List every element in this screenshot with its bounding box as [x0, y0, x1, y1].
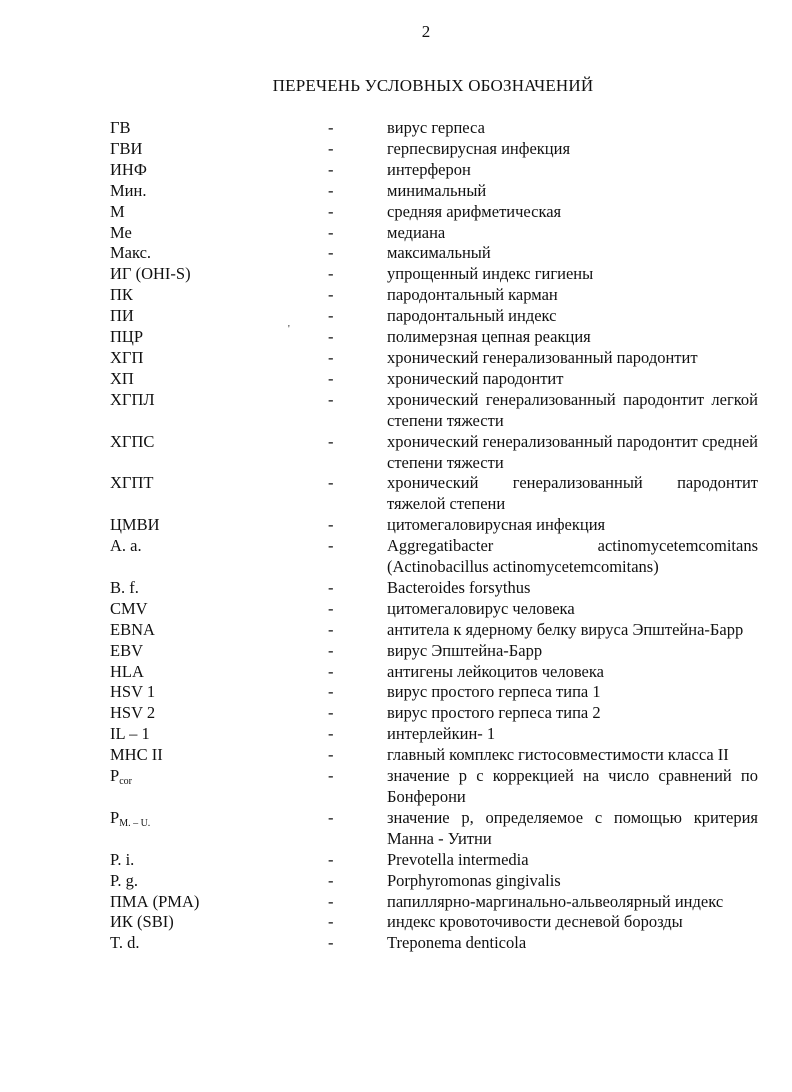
abbreviation-term — [110, 348, 143, 369]
abbreviation-definition: Porphyromonas gingivalis — [387, 870, 561, 890]
separator-dash: - — [328, 745, 334, 765]
abbreviation-term-text: Мин. — [110, 180, 147, 200]
separator-dash: - — [328, 431, 334, 451]
abbreviation-term-text: MHC II — [110, 745, 163, 765]
abbreviation-row — [110, 390, 758, 432]
abbreviation-row — [110, 641, 758, 662]
separator-dash: - — [328, 536, 334, 556]
abbreviation-row — [110, 933, 758, 954]
abbreviation-term-text: ПИ — [110, 306, 134, 326]
abbreviation-term-text: ПЦР — [110, 327, 144, 347]
abbreviation-term-text: IL – 1 — [110, 724, 150, 744]
abbreviation-term-text: EBV — [110, 640, 143, 660]
abbreviation-term-text: ХП — [110, 368, 134, 388]
abbreviation-term — [110, 578, 139, 599]
abbreviation-term-text: ГВИ — [110, 138, 143, 158]
abbreviation-row — [110, 243, 758, 264]
abbreviation-definition: интерлейкин- 1 — [387, 724, 496, 744]
abbreviation-definition: хронический пародонтит — [387, 368, 564, 388]
abbreviation-term — [110, 432, 154, 453]
abbreviation-row — [110, 139, 758, 160]
abbreviation-term — [110, 933, 139, 954]
abbreviation-definition: цитомегаловирусная инфекция — [387, 515, 606, 535]
abbreviation-term — [110, 202, 125, 223]
abbreviation-term — [110, 473, 153, 494]
separator-dash: - — [328, 598, 334, 618]
abbreviation-definition: интерферон — [387, 159, 471, 179]
abbreviation-row — [110, 223, 758, 244]
abbreviation-row — [110, 285, 758, 306]
abbreviation-term-text: ИНФ — [110, 159, 147, 179]
abbreviation-definition: герпесвирусная инфекция — [387, 138, 571, 158]
abbreviation-term-text: Макс. — [110, 243, 152, 263]
page-number: 2 — [421, 22, 431, 41]
abbreviation-term-text: CMV — [110, 598, 148, 618]
abbreviation-definition: минимальный — [387, 180, 487, 200]
separator-dash: - — [328, 389, 334, 409]
abbreviation-row — [110, 202, 758, 223]
abbreviation-definition: Bacteroides forsythus — [387, 577, 531, 597]
abbreviation-term — [110, 620, 155, 641]
separator-dash: - — [328, 640, 334, 660]
separator-dash: - — [328, 870, 334, 890]
separator-dash: - — [328, 138, 334, 158]
abbreviation-definition: значение р, определяемое с помощью критерия Манна - Уитни — [387, 807, 758, 848]
abbreviation-definition: упрощенный индекс гигиены — [387, 264, 594, 284]
abbreviation-term-text: ЦМВИ — [110, 515, 160, 535]
separator-dash: - — [328, 703, 334, 723]
page-title: ПЕРЕЧЕНЬ УСЛОВНЫХ ОБОЗНАЧЕНИЙ — [272, 76, 594, 95]
abbreviation-term — [110, 912, 174, 933]
separator-dash: - — [328, 807, 334, 827]
abbreviation-term — [110, 160, 147, 181]
abbreviation-row — [110, 327, 758, 348]
abbreviation-row — [110, 306, 758, 327]
abbreviation-row — [110, 850, 758, 871]
abbreviation-term-text: ИГ (OHI-S) — [110, 264, 191, 284]
abbreviation-row — [110, 181, 758, 202]
abbreviation-definition: Treponema denticola — [387, 933, 527, 953]
abbreviation-term — [110, 264, 191, 285]
separator-dash: - — [328, 118, 334, 137]
separator-dash: - — [328, 473, 334, 493]
abbreviation-row — [110, 871, 758, 892]
abbreviation-term-text: B. f. — [110, 577, 139, 597]
abbreviation-row — [110, 473, 758, 515]
abbreviation-term — [110, 871, 138, 892]
abbreviation-definition: главный комплекс гистосовместимости класса II — [387, 745, 729, 765]
separator-dash: - — [328, 933, 334, 953]
abbreviation-definition: Aggregatibacter actinomycetemcomitans (Actinobacillus actinomycetemcomitans) — [387, 536, 758, 577]
abbreviation-term-text: P. i. — [110, 849, 135, 869]
abbreviation-definition: антигены лейкоцитов человека — [387, 661, 604, 681]
abbreviation-row — [110, 348, 758, 369]
abbreviation-term — [110, 327, 143, 348]
abbreviation-definition: хронический генерализованный пародонтит легкой степени тяжести — [387, 389, 758, 430]
abbreviation-term — [110, 766, 132, 793]
abbreviation-definition: папиллярно-маргинально-альвеолярный индекс — [387, 891, 724, 911]
abbreviation-term-text: P. g. — [110, 870, 138, 890]
abbreviation-row — [110, 536, 758, 578]
abbreviation-row — [110, 620, 758, 641]
abbreviation-term — [110, 369, 134, 390]
abbreviation-row — [110, 515, 758, 536]
abbreviation-term-text: Ме — [110, 222, 132, 242]
abbreviation-definition: хронический генерализованный пародонтит тяжелой степени — [387, 473, 758, 514]
abbreviation-row — [110, 808, 758, 850]
abbreviation-definition: средняя арифметическая — [387, 201, 562, 221]
abbreviation-definition: максимальный — [387, 243, 491, 263]
abbreviation-row — [110, 892, 758, 913]
abbreviation-term-text: ХГП — [110, 347, 144, 367]
abbreviation-term-text: ПМА (PMA) — [110, 891, 200, 911]
abbreviation-definition: пародонтальный карман — [387, 285, 558, 305]
separator-dash: - — [328, 347, 334, 367]
abbreviation-term — [110, 390, 155, 411]
separator-dash: - — [328, 159, 334, 179]
separator-dash: - — [328, 619, 334, 639]
abbreviation-definition: значение р с коррекцией на число сравнений по Бонферони — [387, 766, 758, 806]
separator-dash: - — [328, 891, 334, 911]
separator-dash: - — [328, 222, 334, 242]
abbreviation-term — [110, 850, 134, 871]
separator-dash: - — [328, 264, 334, 284]
abbreviation-definition: пародонтальный индекс — [387, 306, 557, 326]
separator-dash: - — [328, 180, 334, 200]
separator-dash: - — [328, 577, 334, 597]
abbreviation-term-text: P — [110, 766, 120, 786]
abbreviation-row — [110, 264, 758, 285]
separator-dash: - — [328, 766, 334, 786]
stray-mark: ' — [288, 324, 290, 335]
abbreviation-definition: медиана — [387, 222, 446, 242]
abbreviation-row — [110, 745, 758, 766]
abbreviation-definition: вирус Эпштейна-Барр — [387, 640, 543, 660]
separator-dash: - — [328, 368, 334, 388]
abbreviation-list — [110, 118, 758, 954]
abbreviation-subscript: cor — [119, 776, 132, 788]
abbreviation-term — [110, 243, 151, 264]
abbreviation-term — [110, 223, 132, 244]
separator-dash: - — [328, 724, 334, 744]
separator-dash: - — [328, 285, 334, 305]
abbreviation-term-text: HLA — [110, 661, 144, 681]
abbreviation-row — [110, 766, 758, 808]
abbreviation-definition: Prevotella intermedia — [387, 849, 529, 869]
separator-dash: - — [328, 243, 334, 263]
abbreviation-term — [110, 139, 142, 160]
abbreviation-term-text: ПК — [110, 285, 133, 305]
abbreviation-subscript: M. – U. — [119, 817, 151, 829]
abbreviation-term — [110, 536, 142, 557]
abbreviation-term-text: ХГПТ — [110, 473, 154, 493]
abbreviation-term — [110, 724, 150, 745]
abbreviation-row — [110, 912, 758, 933]
abbreviation-term-text: ХГПЛ — [110, 389, 155, 409]
separator-dash: - — [328, 306, 334, 326]
abbreviation-row — [110, 599, 758, 620]
abbreviation-term — [110, 181, 146, 202]
separator-dash: - — [328, 912, 334, 932]
abbreviation-row — [110, 703, 758, 724]
abbreviation-term-text: HSV 1 — [110, 682, 156, 702]
abbreviation-term — [110, 306, 134, 327]
abbreviation-term-text: М — [110, 201, 125, 221]
abbreviation-row — [110, 118, 758, 139]
abbreviation-term — [110, 662, 144, 683]
abbreviation-row — [110, 432, 758, 474]
abbreviation-definition: вирус герпеса — [387, 118, 485, 137]
separator-dash: - — [328, 682, 334, 702]
abbreviation-row — [110, 682, 758, 703]
abbreviation-definition: индекс кровоточивости десневой борозды — [387, 912, 683, 932]
abbreviation-definition: цитомегаловирус человека — [387, 598, 575, 618]
abbreviation-term — [110, 641, 143, 662]
separator-dash: - — [328, 849, 334, 869]
abbreviation-term — [110, 703, 155, 724]
abbreviation-definition: вирус простого герпеса типа 1 — [387, 682, 601, 702]
abbreviation-term — [110, 515, 160, 536]
abbreviation-term-text: ГВ — [110, 118, 131, 137]
abbreviation-term — [110, 808, 150, 835]
abbreviation-term — [110, 892, 199, 913]
abbreviation-row — [110, 662, 758, 683]
abbreviation-term-text: T. d. — [110, 933, 140, 953]
separator-dash: - — [328, 327, 334, 347]
abbreviation-row — [110, 160, 758, 181]
abbreviation-definition: хронический генерализованный пародонтит средней степени тяжести — [387, 431, 758, 472]
separator-dash: - — [328, 515, 334, 535]
abbreviation-definition: хронический генерализованный пародонтит — [387, 347, 698, 367]
abbreviation-term-text: ХГПС — [110, 431, 155, 451]
abbreviation-term — [110, 682, 155, 703]
abbreviation-definition: антитела к ядерному белку вируса Эпштейна-Барр — [387, 619, 744, 639]
abbreviation-term — [110, 745, 163, 766]
abbreviation-term-text: P — [110, 807, 120, 827]
abbreviation-term-text: HSV 2 — [110, 703, 156, 723]
abbreviation-row — [110, 578, 758, 599]
separator-dash: - — [328, 201, 334, 221]
abbreviation-row — [110, 369, 758, 390]
abbreviation-definition: полимерзная цепная реакция — [387, 327, 591, 347]
abbreviation-term — [110, 599, 148, 620]
abbreviation-definition: вирус простого герпеса типа 2 — [387, 703, 601, 723]
abbreviation-term-text: ИК (SBI) — [110, 912, 174, 932]
abbreviation-row — [110, 724, 758, 745]
abbreviation-term — [110, 285, 133, 306]
separator-dash: - — [328, 661, 334, 681]
abbreviation-term — [110, 118, 131, 139]
abbreviation-term-text: A. a. — [110, 536, 142, 556]
abbreviation-term-text: EBNA — [110, 619, 155, 639]
